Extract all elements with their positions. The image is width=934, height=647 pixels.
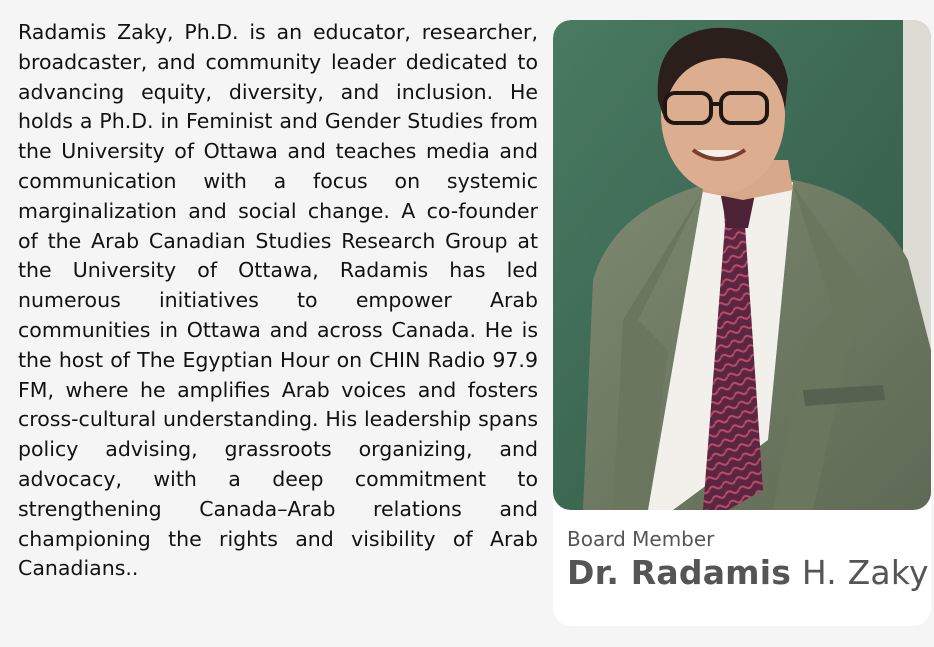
portrait-photo <box>553 20 931 510</box>
portrait-illustration <box>553 20 931 510</box>
profile-card <box>553 20 931 626</box>
member-name-bold: Dr. Radamis <box>567 553 792 592</box>
member-name <box>567 553 929 592</box>
bio-paragraph: Radamis Zaky, Ph.D. is an educator, researcher, broadcaster, and community leader dedicated to advancing equity, diversity, and inclusion. He holds a Ph.D. in Feminist and Gender Studies from the University of Ottawa and teaches media and communication with a focus on systemic marginalization and social change. A co-founder of the Arab Canadian Studies Research Group at the University of Ottawa, Radamis has led numerous initiatives to empower Arab communities in Ottawa and across Canada. He is the host of The Egyptian Hour on CHIN Radio 97.9 FM, where he amplifies Arab voices and fosters cross-cultural understanding. His leadership spans policy advising, grassroots organizing, and advocacy, with a deep commitment to strengthening Canada–Arab relations and championing the rights and visibility of Arab Canadians.. <box>18 20 538 581</box>
member-role: Board Member <box>567 527 715 551</box>
member-name-light: H. Zaky <box>801 553 929 592</box>
